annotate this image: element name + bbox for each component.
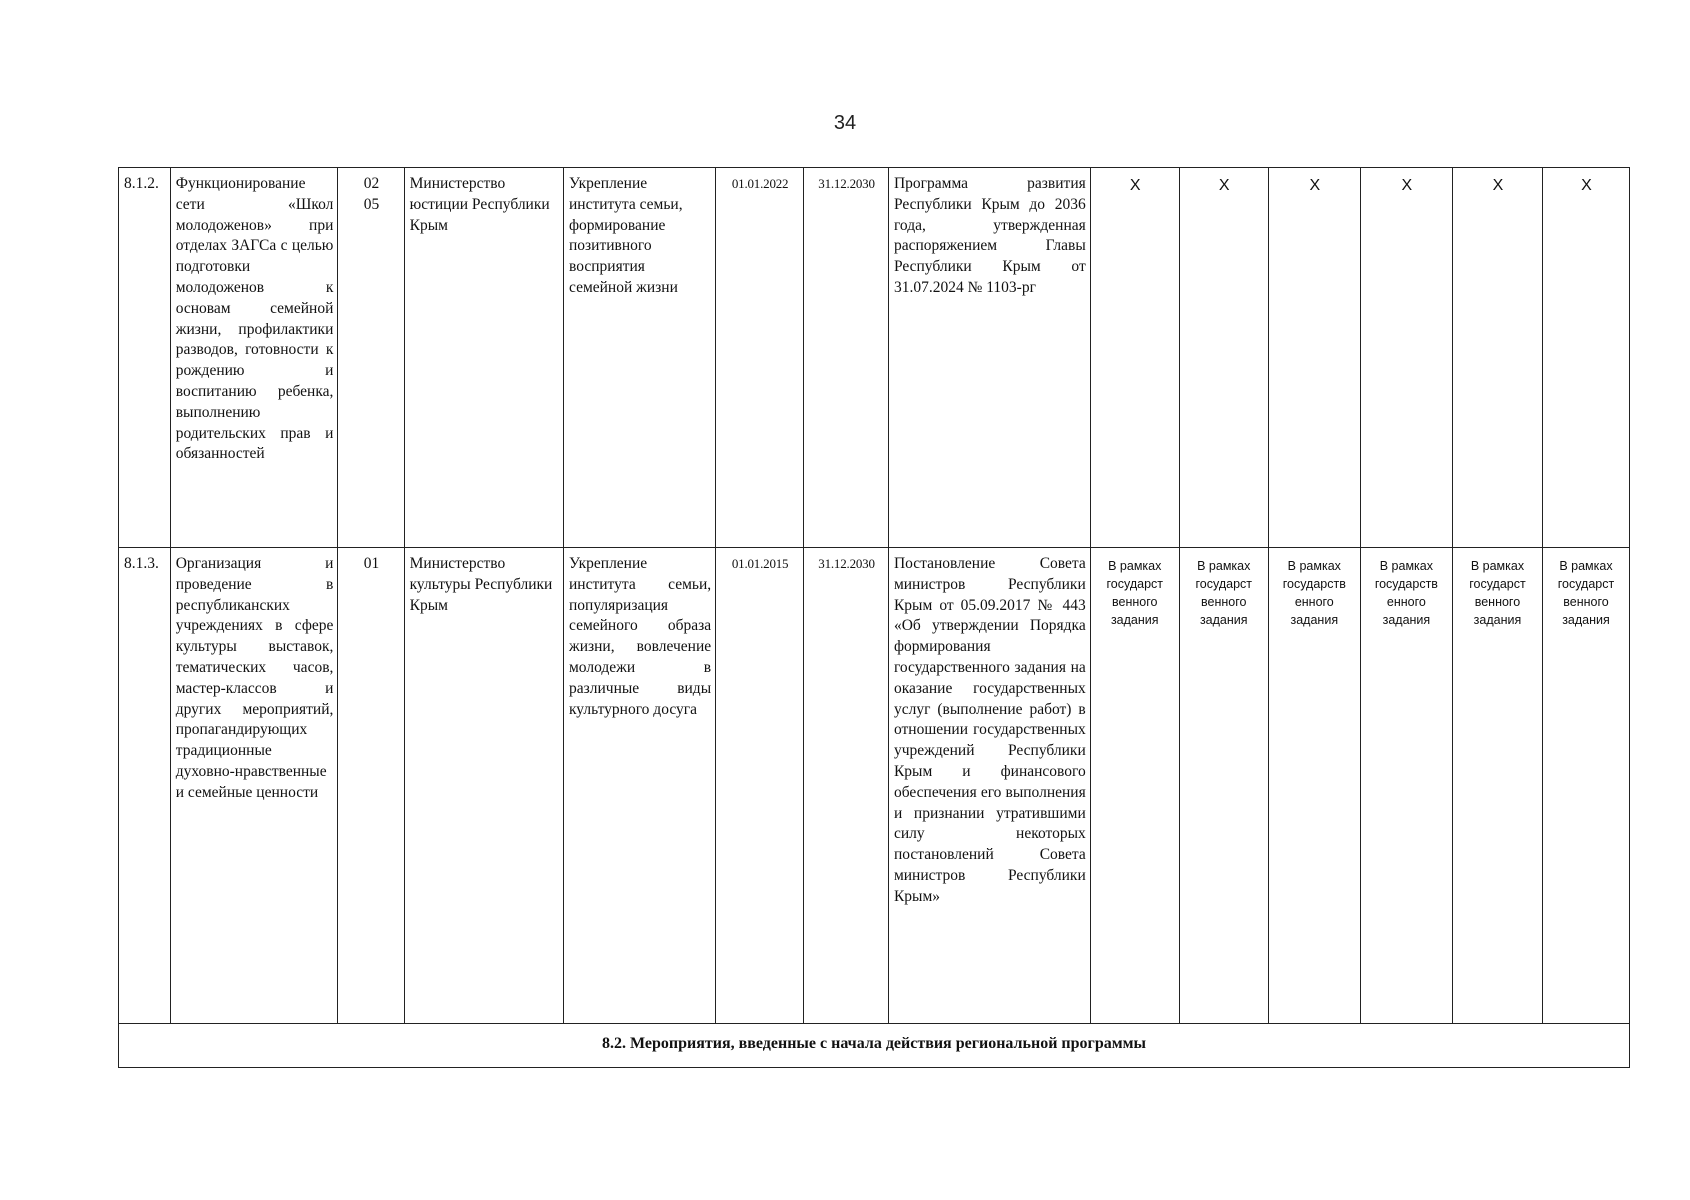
financing-cell: X [1090,168,1179,548]
financing-cell: В рамках государст венного задания [1090,548,1179,1024]
row-number: 8.1.3. [119,548,171,1024]
expected-result: Укрепление института семьи, популяризация семейного образа жизни, вовлечение молодежи в различные виды культурного досуга [564,548,716,1024]
activity-name: Организация и проведение в республиканских учреждениях в сфере культуры выставок, тематических часов, мастер-классов и других мероприятий, пропагандирующих традиционные духовно-нравственные и семейные ценности [170,548,338,1024]
financing-cell: В рамках государств енного задания [1268,548,1360,1024]
financing-cell: В рамках государств енного задания [1360,548,1452,1024]
start-date: 01.01.2015 [716,548,804,1024]
activity-name: Функционирование сети «Школ молодоженов» при отделах ЗАГСа с целью подготовки молодоженов к основам семейной жизни, профилактики разводов, готовности к рождению и воспитанию ребенка, выполнению родительских прав и обязанностей [170,168,338,548]
end-date: 31.12.2030 [804,548,889,1024]
budget-code: 01 [338,548,404,1024]
end-date: 31.12.2030 [804,168,889,548]
executor: Министерство юстиции Республики Крым [404,168,563,548]
program-activities-table [118,167,1630,1068]
financing-cell: В рамках государст венного задания [1179,548,1268,1024]
page-number: 34 [833,112,857,134]
financing-cell: X [1360,168,1452,548]
start-date: 01.01.2022 [716,168,804,548]
financing-cell: X [1268,168,1360,548]
financing-cell: X [1179,168,1268,548]
executor: Министерство культуры Республики Крым [404,548,563,1024]
row-number: 8.1.2. [119,168,171,548]
section-title: 8.2. Мероприятия, введенные с начала действия региональной программы [119,1024,1630,1068]
table-row [119,168,1630,548]
table-row [119,548,1630,1024]
financing-cell: X [1452,168,1542,548]
budget-code: 02 05 [338,168,404,548]
legal-basis: Программа развития Республики Крым до 2036 года, утвержденная распоряжением Главы Республики Крым от 31.07.2024 № 1103-рг [888,168,1090,548]
financing-cell: В рамках государст венного задания [1542,548,1629,1024]
legal-basis: Постановление Совета министров Республики Крым от 05.09.2017 № 443 «Об утверждении Порядка формирования государственного задания на оказание государственных услуг (выполнение работ) в отношении государственных учреждений Республики Крым и финансового обеспечения его выполнения и признании утратившими силу некоторых постановлений Совета министров Республики Крым» [888,548,1090,1024]
financing-cell: X [1542,168,1629,548]
section-header-row [119,1024,1630,1068]
financing-cell: В рамках государст венного задания [1452,548,1542,1024]
expected-result: Укрепление института семьи, формирование позитивного восприятия семейной жизни [564,168,716,548]
